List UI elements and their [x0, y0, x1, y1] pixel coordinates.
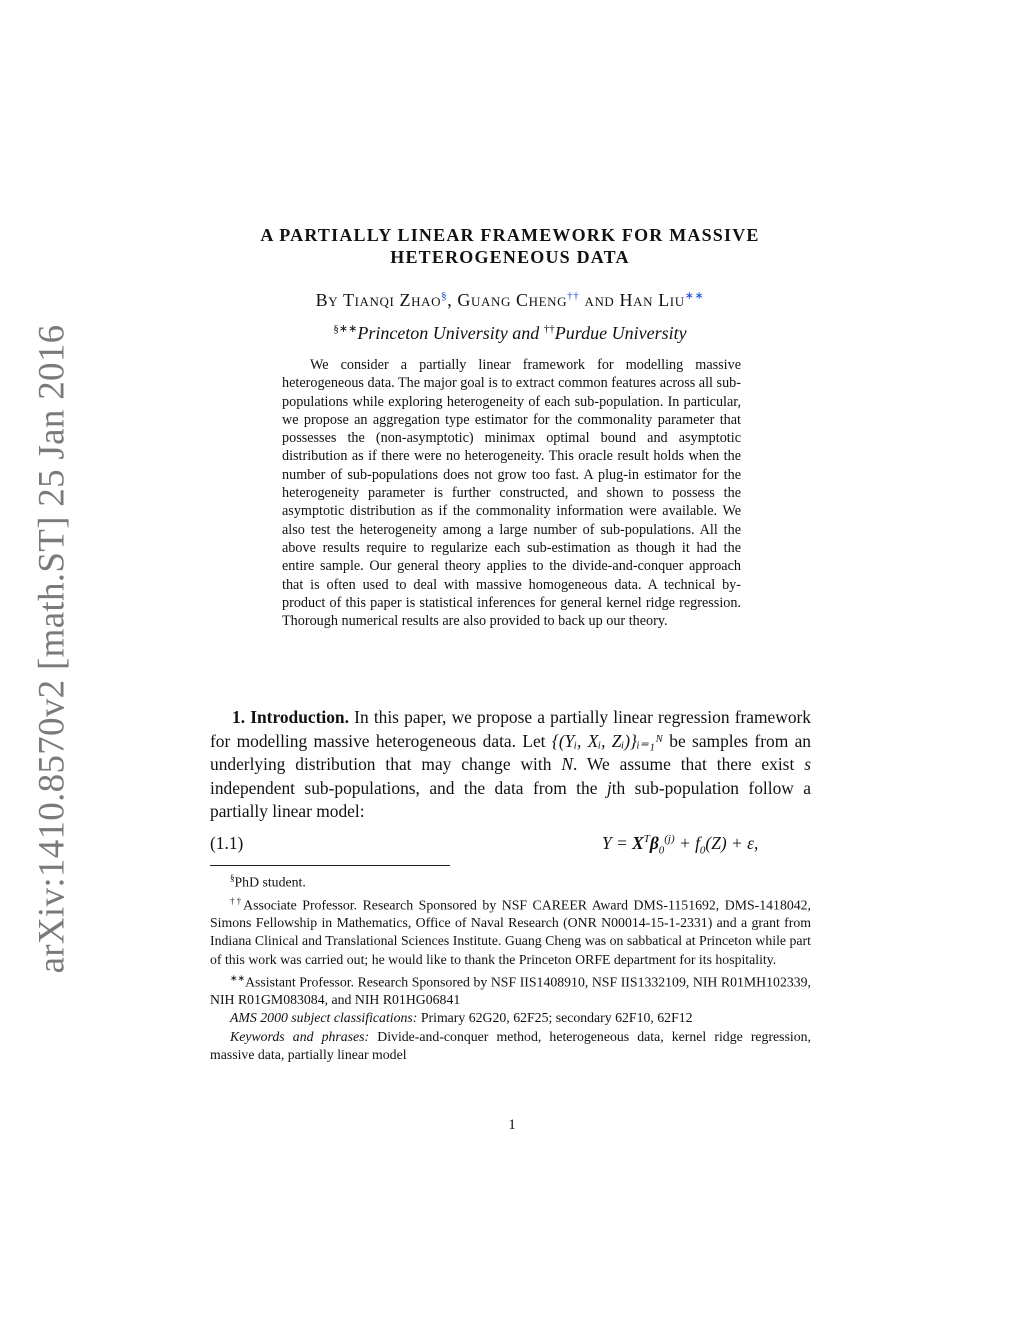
eq-tail: (Z) + ε,: [705, 833, 759, 853]
eq-beta-sub: 0: [658, 844, 665, 857]
title-line-1: A PARTIALLY LINEAR FRAMEWORK FOR MASSIVE: [260, 225, 760, 245]
author-and: and: [579, 290, 620, 310]
arxiv-identifier-text: arXiv:1410.8570v2 [math.ST] 25 Jan 2016: [31, 324, 73, 974]
eq-beta: β: [649, 833, 659, 853]
affil-princeton: Princeton University: [357, 323, 508, 343]
keywords-label: Keywords and phrases:: [230, 1028, 370, 1044]
abstract: We consider a partially linear framework for modelling massive heterogeneous data. The major goal is to extract common features across all sub-populations while exploring heterogeneity of each sub-population. In particular, we propose an aggregation type estimator for the commonality parameter that possesses the (non-asymptotic) minimax optimal bound and asymptotic distribution as if there were no heterogeneity. This oracle result holds when the number of sub-populations does not grow too fast. A plug-in estimator for the heterogeneity parameter is further constructed, and shown to possess the asymptotic distribution as if the commonality information were available. We also test the heterogeneity among a large number of sub-populations. All the above results require to regularize each sub-estimation as though it had the entire sample. Our general theory applies to the divide-and-conquer approach that is often used to deal with massive homogeneous data. A technical by-product of this paper is statistical inferences for general kernel ridge regression. Thorough numerical results are also provided to back up our theory.: [282, 357, 741, 630]
title-line-2: HETEROGENEOUS DATA: [390, 247, 630, 267]
eq-X: X: [632, 833, 644, 853]
author-liu: Han Liu: [619, 290, 685, 310]
footnotes: [210, 869, 811, 1064]
by-word: By: [315, 290, 339, 310]
affiliations: [200, 322, 820, 344]
page-number: 1: [508, 1117, 516, 1133]
footnote-3: [210, 969, 811, 1010]
equation-body: [602, 833, 758, 856]
intro-j: j: [606, 777, 612, 798]
ams-values: Primary 62G20, 62F25; secondary 62F10, 62F12: [417, 1010, 693, 1026]
fn2-mark: ††: [230, 895, 244, 906]
ams-classification: [210, 1009, 811, 1027]
affil-mark-princeton: §∗∗: [333, 323, 358, 335]
eq-f-sub: 0: [699, 844, 706, 857]
equation-number: (1.1): [210, 833, 244, 853]
eq-plus-f: + f: [674, 833, 700, 853]
eq-beta-sup: (j): [664, 833, 675, 846]
footnote-2: [210, 892, 811, 969]
paper-title: [200, 224, 820, 268]
section-heading: 1. Introduction.: [232, 707, 349, 727]
intro-text-3: . We assume that there exist: [572, 754, 805, 775]
author-sep: ,: [447, 290, 458, 310]
fn3-mark: ∗∗: [230, 972, 246, 983]
intro-samples-math: {(Yᵢ, Xᵢ, Zᵢ)}ᵢ₌₁ᴺ: [551, 730, 663, 751]
ams-label: AMS 2000 subject classifications:: [230, 1010, 418, 1026]
eq-lhs: Y =: [602, 833, 633, 853]
affil-mark-purdue: ††: [543, 323, 555, 335]
footnote-1: [210, 869, 811, 892]
intro-N: N: [561, 754, 573, 775]
author-cheng-mark[interactable]: ††: [567, 290, 580, 302]
author-zhao-mark[interactable]: §: [441, 290, 448, 302]
author-list: [200, 289, 820, 311]
introduction-paragraph: [210, 706, 811, 824]
author-liu-mark[interactable]: ∗∗: [684, 290, 705, 302]
author-cheng: Guang Cheng: [457, 290, 568, 310]
equation-1-1: [210, 833, 811, 861]
intro-text-2: be samples from an underlying distribution that may change with: [210, 730, 811, 775]
fn2-text: Associate Professor. Research Sponsored by NSF CAREER Award DMS-1151692, DMS-1418042, Simons Fellowship in Mathematics, Office of Naval Research (ONR N00014-15-1-2331) and a grant from Indiana Clinical and Translational Sciences Institute. Guang Cheng was on sabbatical at Princeton while part of this work was carried out; he would like to thank the Princeton ORFE department for its hospitality.: [210, 897, 811, 967]
eq-transpose: T: [643, 833, 650, 846]
affil-purdue: Purdue University: [554, 323, 687, 343]
affil-and: and: [507, 323, 544, 343]
fn1-mark: §: [230, 873, 235, 883]
intro-s: s: [804, 754, 811, 775]
intro-text-5: th sub-population follow a partially linear model:: [210, 777, 811, 822]
fn3-text: Assistant Professor. Research Sponsored by NSF IIS1408910, NSF IIS1332109, NIH R01MH102339, NIH R01GM083084, and NIH R01HG06841: [210, 974, 811, 1008]
keywords-values: Divide-and-conquer method, heterogeneous data, kernel ridge regression, massive data, partially linear model: [210, 1028, 811, 1062]
intro-text-1: In this paper, we propose a partially linear regression framework for modelling massive heterogeneous data. Let: [210, 707, 812, 751]
intro-text-4: independent sub-populations, and the data from the: [210, 777, 607, 798]
author-zhao: Tianqi Zhao: [343, 290, 442, 310]
fn1-text: PhD student.: [234, 874, 306, 890]
keywords: [210, 1028, 811, 1064]
footnote-rule: [210, 865, 450, 866]
